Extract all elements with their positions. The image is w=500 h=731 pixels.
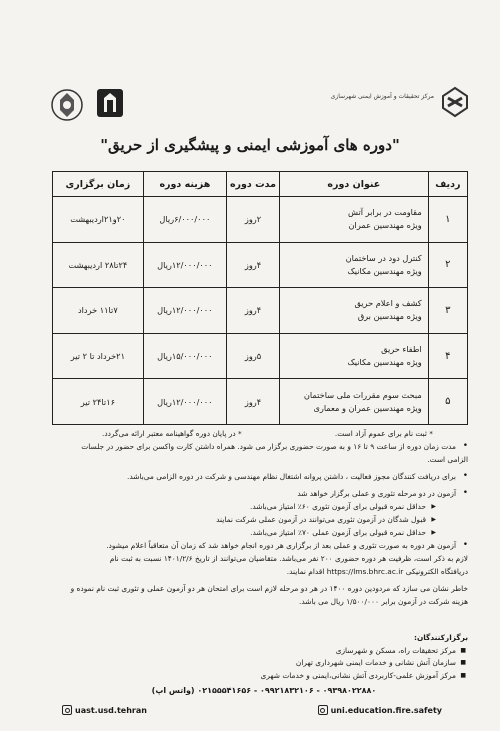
note-failed-fee: هزینه شرکت در آزمون برابر ۱/۵۰۰/۰۰۰ ریال می باشد. bbox=[299, 597, 468, 606]
course-title-cell bbox=[280, 379, 429, 425]
course-title-cell bbox=[280, 242, 429, 288]
note-capacity: لازم به ذکر است، ظرفیت هر دوره حضوری ۲۰۰ نفر می‌باشد. متقاضیان می‌توانند از تاریخ ۱۴۰۱/۲/۶ نسبت به ثبت نام bbox=[109, 554, 468, 563]
course-date: ۷تا۱۱ خرداد bbox=[53, 288, 144, 334]
course-audience: ویژه مهندسین عمران و معماری bbox=[313, 402, 422, 413]
note-schedule: • مدت زمان دوره از ساعت ۹ تا ۱۶ و به صورت حضوری برگزار می شود. همراه داشتن کارت واکسن برای حضور در جلسات bbox=[42, 440, 468, 453]
row-number: ۲ bbox=[428, 242, 467, 288]
course-title: اطفاء حریق bbox=[381, 344, 422, 355]
course-cost: ۱۵/۰۰۰/۰۰۰ریال bbox=[143, 333, 226, 379]
organizer-item: ■ مرکز آموزش علمی-کاربردی آتش نشانی،ایمنی و خدمات شهری bbox=[42, 670, 468, 683]
org-label: مرکز تحقیقات و آموزش ایمنی شهرسازی bbox=[330, 93, 434, 100]
course-title-cell bbox=[280, 197, 429, 243]
page-title: "دوره های آموزشی ایمنی و پیشگیری از حریق" bbox=[100, 136, 400, 154]
row-number: ۳ bbox=[428, 288, 467, 334]
social-right-handle: uni.education.fire.safety bbox=[330, 705, 442, 715]
course-duration: ۲روز bbox=[227, 197, 280, 243]
emblem-logo-icon bbox=[50, 88, 84, 122]
course-audience: ویژه مهندسین برق bbox=[357, 311, 422, 322]
organizer-item: ■ مرکز تحقیقات راه، مسکن و شهرسازی bbox=[42, 645, 468, 658]
notes-section bbox=[42, 427, 468, 608]
table-row bbox=[53, 288, 468, 334]
instagram-icon bbox=[62, 705, 72, 715]
course-cost: ۶/۰۰۰/۰۰۰ریال bbox=[143, 197, 226, 243]
course-date: ۲۰و۲۱اردیبهشت bbox=[53, 197, 144, 243]
course-cost: ۱۲/۰۰۰/۰۰۰ریال bbox=[143, 242, 226, 288]
header-course-title: عنوان دوره bbox=[280, 172, 429, 197]
note-exam-timing: • آزمون هر دوره به صورت تئوری و عملی بعد از برگزاری هر دوره انجام خواهد شد که زمان آن متعاقباً اعلام میشود. bbox=[42, 539, 468, 552]
course-title-cell bbox=[280, 333, 429, 379]
course-duration: ۴روز bbox=[227, 288, 280, 334]
course-audience: ویژه مهندسین مکانیک bbox=[347, 357, 422, 368]
organizers-section bbox=[42, 632, 468, 682]
social-handles bbox=[62, 705, 442, 715]
course-date: ۲۱خرداد تا ۲ تیر bbox=[53, 333, 144, 379]
note-theory-pass: ▶ قبول شدگان در آزمون تئوری می‌توانند در آزمون عملی شرکت نمایند bbox=[42, 513, 468, 526]
course-date: ۲۴تا۲۸ اردیبهشت bbox=[53, 242, 144, 288]
note-failed: خاطر نشان می سازد که مردودین دوره ۱۴۰۰ در هر دو مرحله لازم است برای امتحان هر دو آزمون عملی و تئوری ثبت نام نموده و bbox=[70, 584, 468, 593]
phone-numbers: (واتس اپ) ۰۹۳۹۸۰۲۲۸۸۰ - ۰۹۹۲۱۸۳۲۱۰۶ - ۰۲۱۵۵۵۴۱۶۵۶ bbox=[151, 686, 377, 695]
course-title: مبحث سوم مقررات ملی ساختمان bbox=[303, 389, 422, 400]
fire-department-logo-icon bbox=[96, 88, 124, 118]
course-audience: ویژه مهندسین عمران bbox=[348, 220, 422, 231]
left-logo-group bbox=[50, 88, 124, 122]
header-duration: مدت دوره bbox=[227, 172, 280, 197]
note-practical-min: ▶ حداقل نمره قبولی برای آزمون عملی ۷۰٪ امتیاز می‌باشد. bbox=[42, 526, 468, 539]
row-number: ۴ bbox=[428, 333, 467, 379]
course-title: کنترل دود در ساختمان bbox=[345, 252, 422, 263]
course-title: مقاومت در برابر آتش bbox=[348, 207, 422, 218]
note-registration: * ثبت نام برای عموم آزاد است. bbox=[334, 429, 433, 438]
social-left[interactable] bbox=[62, 705, 147, 715]
note-registration-link: دریافتگاه الکترونیکی https://lms.bhrc.ac.ir اقدام نمایند. bbox=[286, 567, 468, 576]
table-row bbox=[53, 242, 468, 288]
contact-phones bbox=[60, 686, 468, 695]
course-date: ۱۶تا۲۴ تیر bbox=[53, 379, 144, 425]
course-audience: ویژه مهندسین مکانیک bbox=[347, 265, 422, 276]
header-date: زمان برگزاری bbox=[53, 172, 144, 197]
note-certificate: * در پایان دوره گواهینامه معتبر ارائه می‌گردد. bbox=[102, 429, 242, 438]
instagram-icon bbox=[318, 705, 328, 715]
table-row bbox=[53, 197, 468, 243]
course-duration: ۴روز bbox=[227, 379, 280, 425]
social-left-handle: uast.usd.tehran bbox=[75, 705, 147, 715]
knot-logo-icon bbox=[440, 86, 470, 118]
right-logo-group bbox=[320, 86, 470, 126]
note-schedule-cont: الزامی است. bbox=[427, 455, 468, 464]
courses-table bbox=[52, 171, 468, 425]
course-cost: ۱۲/۰۰۰/۰۰۰ریال bbox=[143, 379, 226, 425]
course-duration: ۴روز bbox=[227, 242, 280, 288]
table-header-row bbox=[53, 172, 468, 197]
star-notes bbox=[42, 427, 468, 440]
social-right[interactable] bbox=[318, 705, 442, 715]
course-cost: ۱۲/۰۰۰/۰۰۰ریال bbox=[143, 288, 226, 334]
note-exam: • آزمون در دو مرحله تئوری و عملی برگزار خواهد شد bbox=[42, 487, 468, 500]
header-cost: هزینه دوره bbox=[143, 172, 226, 197]
table-row bbox=[53, 333, 468, 379]
organizers-heading: برگزارکنندگان: bbox=[414, 633, 468, 642]
header-row-number: ردیف bbox=[428, 172, 467, 197]
course-title-cell bbox=[280, 288, 429, 334]
organizer-item: ■ سازمان آتش نشانی و خدمات ایمنی شهرداری تهران bbox=[42, 657, 468, 670]
course-title: کشف و اعلام حریق bbox=[354, 298, 422, 309]
row-number: ۱ bbox=[428, 197, 467, 243]
row-number: ۵ bbox=[428, 379, 467, 425]
table-row bbox=[53, 379, 468, 425]
note-license: • برای دریافت کنندگان مجوز فعالیت ، داشتن پروانه اشتغال نظام مهندسی و شرکت در دوره الزامی می‌باشد. bbox=[42, 470, 468, 483]
note-theory-min: ▶ حداقل نمره قبولی برای آزمون تئوری ۶۰٪ امتیاز می‌باشد. bbox=[42, 500, 468, 513]
course-duration: ۵روز bbox=[227, 333, 280, 379]
